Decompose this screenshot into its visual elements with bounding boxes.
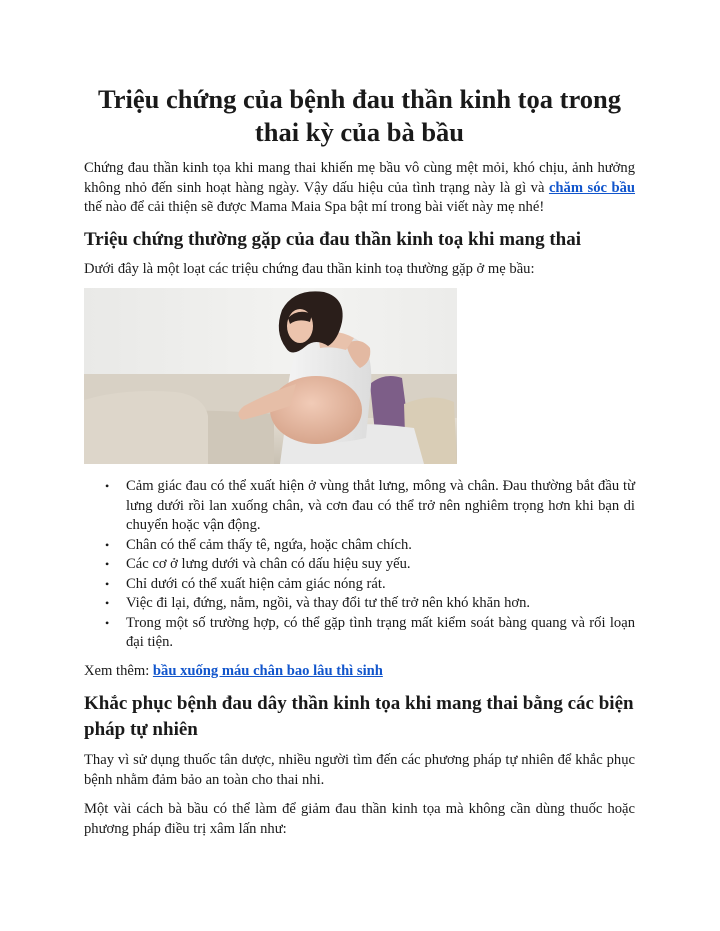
symptoms-heading: Triệu chứng thường gặp của đau thần kinh toạ khi mang thai [84, 228, 582, 250]
bullet-icon: • [105, 479, 110, 493]
page-title: Triệu chứng của bệnh đau thần kinh tọa trong thai kỳ của bà bầu [98, 84, 621, 147]
bullet-icon: • [105, 537, 110, 552]
bullet-icon: • [105, 557, 110, 571]
intro-text-before-link: Chứng đau thần kinh tọa khi mang thai khiến mẹ bầu vô cùng mệt mỏi, khó chịu, ảnh hưởng không nhỏ đến sinh hoạt hàng ngày. Vậy dấu hiệu của tình trạng này là gì và [84, 160, 635, 196]
list-item-text: Các cơ ở lưng dưới và chân có dấu hiệu suy yếu. [126, 556, 411, 572]
bullet-icon: • [105, 615, 110, 630]
see-more-link[interactable]: bầu xuống máu chân bao lâu thì sinh [152, 662, 383, 679]
intro-paragraph [84, 159, 635, 218]
list-item [105, 614, 635, 653]
intro-text-after-link: thế nào để cải thiện sẽ được Mama Maia Spa bật mí trong bài viết này mẹ nhé! [84, 199, 545, 215]
list-item-text: Chỉ dưới có thể xuất hiện cảm giác nóng rát. [126, 575, 386, 592]
remedies-heading: Khắc phục bệnh đau dây thần kinh tọa khi mang thai bằng các biện pháp tự nhiên [84, 693, 634, 740]
remedies-paragraph-2: Một vài cách bà bầu có thể làm để giảm đau thần kinh tọa mà không cần dùng thuốc hoặc phương pháp điều trị xâm lấn như: [84, 801, 635, 837]
list-item-text: Chân có thể cảm thấy tê, ngứa, hoặc châm chích. [126, 536, 412, 553]
bullet-icon: • [105, 596, 110, 610]
see-more-line [84, 662, 635, 682]
list-item [105, 477, 635, 536]
list-item [105, 575, 635, 595]
cham-soc-bau-link[interactable]: chăm sóc bầu [548, 179, 636, 196]
see-more-label: Xem thêm: [84, 662, 153, 679]
symptoms-lead: Dưới đây là một loạt các triệu chứng đau thần kinh toạ thường gặp ở mẹ bầu: [84, 260, 535, 277]
list-item-text: Việc đi lại, đứng, nằm, ngồi, và thay đổi tư thế trở nên khó khăn hơn. [126, 595, 531, 611]
symptoms-list [84, 477, 635, 653]
list-item-text: Cảm giác đau có thể xuất hiện ở vùng thắt lưng, mông và chân. Đau thường bắt đầu từ lưng dưới rồi lan xuống chân, và cơn đau có thể trở nên nghiêm trọng hơn khi bạn di chuyển hoặc vận động. [126, 478, 635, 533]
remedies-paragraph-1: Thay vì sử dụng thuốc tân dược, nhiều người tìm đến các phương pháp tự nhiên để khắc phục bệnh nhằm đảm bảo an toàn cho thai nhi. [84, 752, 635, 788]
list-item [105, 536, 635, 556]
list-item-text: Trong một số trường hợp, có thể gặp tình trạng mất kiểm soát bàng quang và rối loạn đại tiện. [126, 614, 635, 650]
bullet-icon: • [105, 576, 110, 591]
document-content [84, 83, 635, 839]
list-item [105, 555, 635, 575]
list-item [105, 594, 635, 614]
pregnant-woman-photo [84, 288, 457, 464]
